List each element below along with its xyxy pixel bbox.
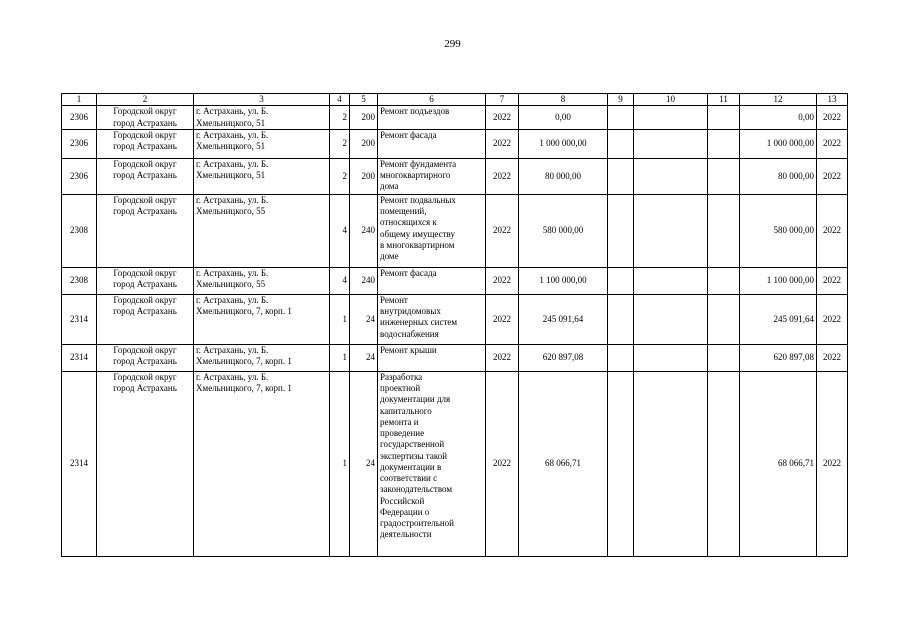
apartments-cell: 24	[350, 344, 378, 371]
municipality-cell: Городской округ город Астрахань	[97, 194, 194, 267]
municipality-cell: Городской округ город Астрахань	[97, 294, 194, 344]
col9-cell	[608, 344, 634, 371]
col9-cell	[608, 267, 634, 294]
cost-cell: 580 000,00	[519, 194, 608, 267]
year-cell: 2022	[486, 267, 519, 294]
floors-cell: 2	[330, 158, 350, 194]
floors-cell: 1	[330, 294, 350, 344]
col9-cell	[608, 129, 634, 158]
floors-cell: 4	[330, 194, 350, 267]
table-row	[62, 294, 848, 344]
column-number: 8	[519, 94, 608, 106]
col10-cell	[634, 106, 708, 130]
cost-cell: 68 066,71	[519, 371, 608, 556]
address-cell: г. Астрахань, ул. Б. Хмельницкого, 7, корп. 1	[194, 294, 330, 344]
floors-cell: 2	[330, 106, 350, 130]
address-cell: г. Астрахань, ул. Б. Хмельницкого, 51	[194, 129, 330, 158]
row-id-cell: 2308	[62, 267, 97, 294]
work-type-cell: Ремонт подвальных помещений, относящихся к общему имуществу в многоквартирном доме	[378, 194, 486, 267]
completion-year-cell: 2022	[817, 371, 848, 556]
column-number: 1	[62, 94, 97, 106]
cost-cell: 245 091,64	[519, 294, 608, 344]
floors-cell: 1	[330, 371, 350, 556]
col9-cell	[608, 158, 634, 194]
year-cell: 2022	[486, 158, 519, 194]
apartments-cell: 24	[350, 371, 378, 556]
municipality-cell: Городской округ город Астрахань	[97, 267, 194, 294]
cost-cell: 1 100 000,00	[519, 267, 608, 294]
municipality-cell: Городской округ город Астрахань	[97, 106, 194, 130]
floors-cell: 4	[330, 267, 350, 294]
year-cell: 2022	[486, 194, 519, 267]
address-cell: г. Астрахань, ул. Б. Хмельницкого, 51	[194, 106, 330, 130]
municipality-cell: Городской округ город Астрахань	[97, 129, 194, 158]
table-row	[62, 194, 848, 267]
col10-cell	[634, 158, 708, 194]
work-type-cell: Ремонт подъездов	[378, 106, 486, 130]
col10-cell	[634, 294, 708, 344]
work-type-cell: Ремонт фундамента многоквартирного дома	[378, 158, 486, 194]
row-id-cell: 2306	[62, 106, 97, 130]
total-cost-cell: 0,00	[740, 106, 817, 130]
row-id-cell: 2306	[62, 158, 97, 194]
apartments-cell: 200	[350, 129, 378, 158]
total-cost-cell: 245 091,64	[740, 294, 817, 344]
total-cost-cell: 1 100 000,00	[740, 267, 817, 294]
col11-cell	[708, 344, 740, 371]
apartments-cell: 240	[350, 194, 378, 267]
col10-cell	[634, 194, 708, 267]
floors-cell: 2	[330, 129, 350, 158]
work-type-cell: Ремонт внутридомовых инженерных систем водоснабжения	[378, 294, 486, 344]
row-id-cell: 2314	[62, 294, 97, 344]
column-number: 12	[740, 94, 817, 106]
row-id-cell: 2314	[62, 371, 97, 556]
column-number: 13	[817, 94, 848, 106]
work-type-cell: Ремонт фасада	[378, 129, 486, 158]
apartments-cell: 200	[350, 106, 378, 130]
apartments-cell: 200	[350, 158, 378, 194]
col10-cell	[634, 371, 708, 556]
completion-year-cell: 2022	[817, 294, 848, 344]
completion-year-cell: 2022	[817, 106, 848, 130]
column-number: 11	[708, 94, 740, 106]
apartments-cell: 240	[350, 267, 378, 294]
column-number: 3	[194, 94, 330, 106]
cost-cell: 620 897,08	[519, 344, 608, 371]
floors-cell: 1	[330, 344, 350, 371]
col11-cell	[708, 106, 740, 130]
row-id-cell: 2308	[62, 194, 97, 267]
col11-cell	[708, 194, 740, 267]
cost-cell: 80 000,00	[519, 158, 608, 194]
total-cost-cell: 580 000,00	[740, 194, 817, 267]
column-number: 9	[608, 94, 634, 106]
column-number: 5	[350, 94, 378, 106]
works-table	[61, 93, 848, 557]
year-cell: 2022	[486, 129, 519, 158]
work-type-cell: Ремонт крыши	[378, 344, 486, 371]
table-row	[62, 129, 848, 158]
table-row	[62, 344, 848, 371]
column-number-row	[62, 94, 848, 106]
completion-year-cell: 2022	[817, 129, 848, 158]
completion-year-cell: 2022	[817, 344, 848, 371]
col9-cell	[608, 371, 634, 556]
cost-cell: 1 000 000,00	[519, 129, 608, 158]
year-cell: 2022	[486, 344, 519, 371]
address-cell: г. Астрахань, ул. Б. Хмельницкого, 55	[194, 267, 330, 294]
column-number: 2	[97, 94, 194, 106]
col11-cell	[708, 294, 740, 344]
table-row	[62, 267, 848, 294]
col9-cell	[608, 106, 634, 130]
col10-cell	[634, 129, 708, 158]
municipality-cell: Городской округ город Астрахань	[97, 158, 194, 194]
work-type-cell: Разработка проектной документации для капитального ремонта и проведение государственной экспертизы такой документации в соответствии с законодательством Российской Федерации о градостроительной деятельности	[378, 371, 486, 556]
row-id-cell: 2306	[62, 129, 97, 158]
work-type-cell: Ремонт фасада	[378, 267, 486, 294]
col11-cell	[708, 158, 740, 194]
table-row	[62, 371, 848, 556]
table-row	[62, 158, 848, 194]
col10-cell	[634, 267, 708, 294]
total-cost-cell: 80 000,00	[740, 158, 817, 194]
col9-cell	[608, 294, 634, 344]
cost-cell: 0,00	[519, 106, 608, 130]
column-number: 10	[634, 94, 708, 106]
total-cost-cell: 620 897,08	[740, 344, 817, 371]
completion-year-cell: 2022	[817, 158, 848, 194]
address-cell: г. Астрахань, ул. Б. Хмельницкого, 51	[194, 158, 330, 194]
year-cell: 2022	[486, 371, 519, 556]
col10-cell	[634, 344, 708, 371]
column-number: 4	[330, 94, 350, 106]
address-cell: г. Астрахань, ул. Б. Хмельницкого, 7, корп. 1	[194, 344, 330, 371]
year-cell: 2022	[486, 106, 519, 130]
page-number: 299	[444, 38, 461, 50]
address-cell: г. Астрахань, ул. Б. Хмельницкого, 55	[194, 194, 330, 267]
apartments-cell: 24	[350, 294, 378, 344]
total-cost-cell: 68 066,71	[740, 371, 817, 556]
column-number: 7	[486, 94, 519, 106]
row-id-cell: 2314	[62, 344, 97, 371]
completion-year-cell: 2022	[817, 194, 848, 267]
col9-cell	[608, 194, 634, 267]
address-cell: г. Астрахань, ул. Б. Хмельницкого, 7, корп. 1	[194, 371, 330, 556]
total-cost-cell: 1 000 000,00	[740, 129, 817, 158]
municipality-cell: Городской округ город Астрахань	[97, 371, 194, 556]
completion-year-cell: 2022	[817, 267, 848, 294]
column-number: 6	[378, 94, 486, 106]
col11-cell	[708, 371, 740, 556]
table-row	[62, 106, 848, 130]
col11-cell	[708, 129, 740, 158]
municipality-cell: Городской округ город Астрахань	[97, 344, 194, 371]
col11-cell	[708, 267, 740, 294]
year-cell: 2022	[486, 294, 519, 344]
